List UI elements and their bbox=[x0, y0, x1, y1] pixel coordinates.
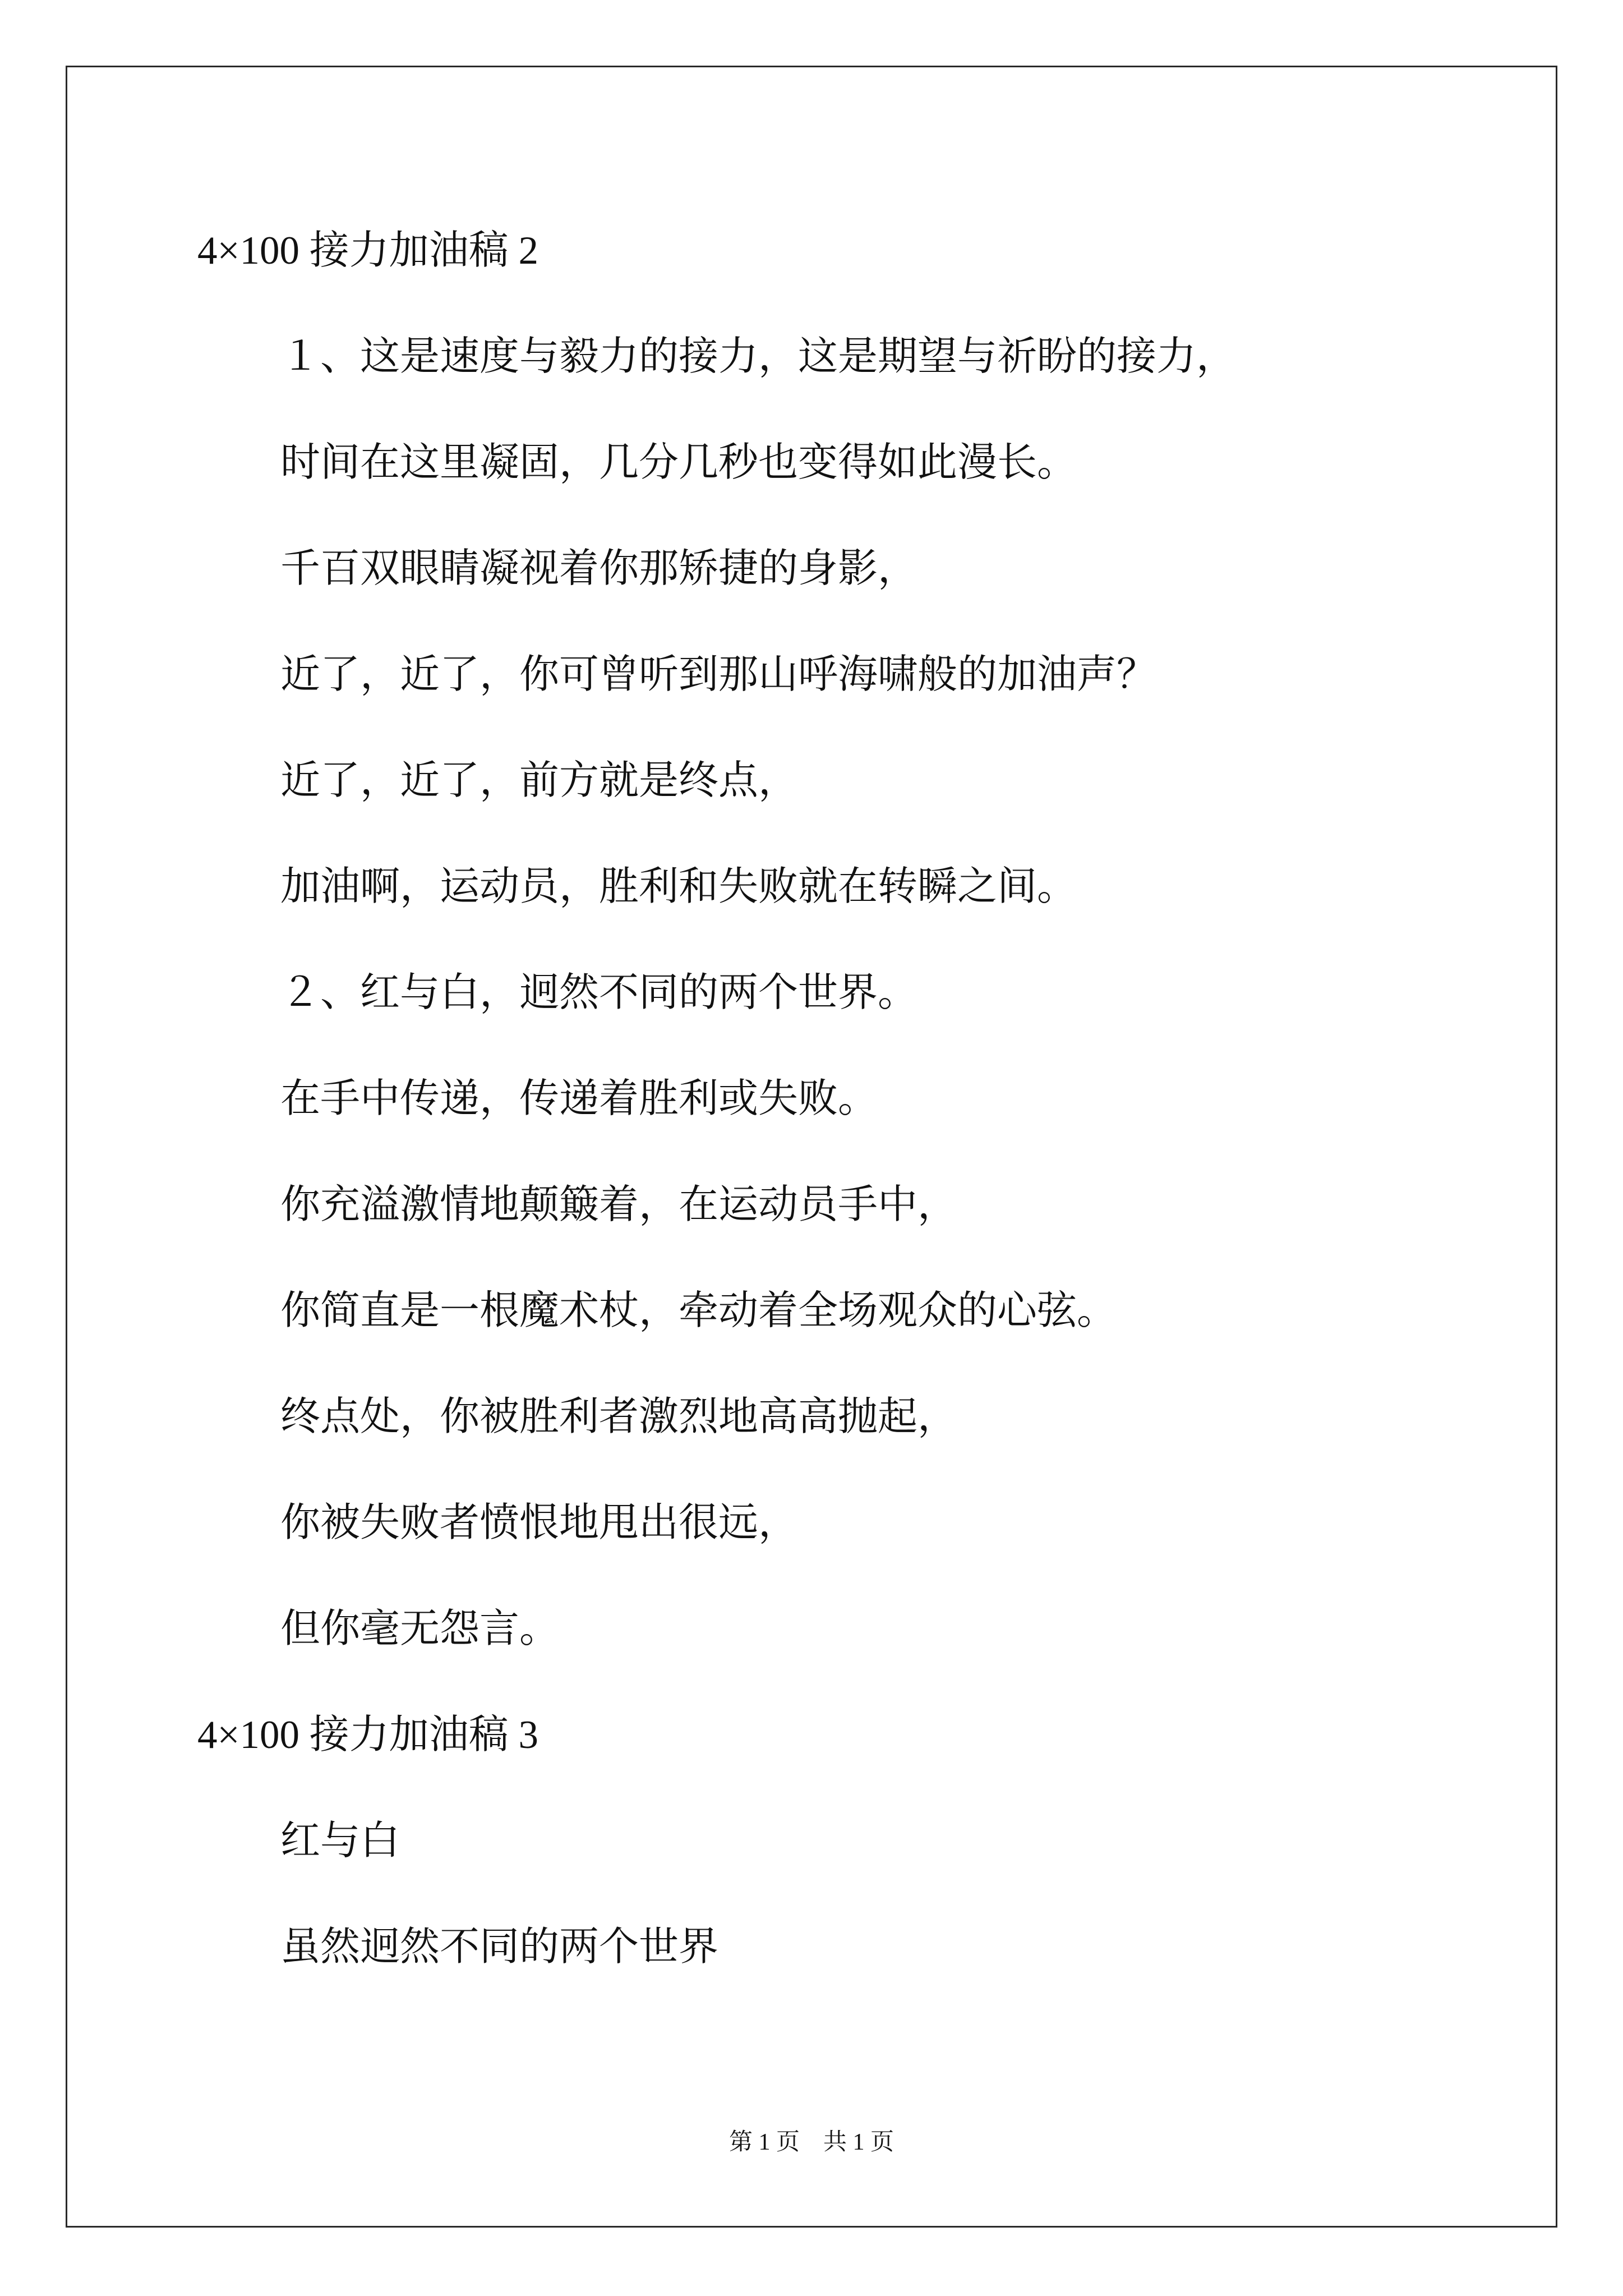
body-line: ２、红与白，迥然不同的两个世界。 bbox=[280, 971, 918, 1015]
body-line: 虽然迥然不同的两个世界 bbox=[280, 1925, 719, 1969]
body-line: 你充溢激情地颠簸着，在运动员手中， bbox=[280, 1183, 958, 1227]
section-title: 4×100 接力加油稿 2 bbox=[197, 229, 539, 273]
body-line: 红与白 bbox=[280, 1819, 400, 1863]
body-line: 时间在这里凝固，几分几秒也变得如此漫长。 bbox=[280, 441, 1077, 485]
document-body bbox=[197, 198, 1532, 2000]
body-line: １、这是速度与毅力的接力，这是期望与祈盼的接力， bbox=[280, 335, 1237, 379]
body-line: 加油啊，运动员，胜利和失败就在转瞬之间。 bbox=[280, 865, 1077, 909]
body-line: 近了，近了，前方就是终点， bbox=[280, 759, 799, 803]
page-footer: 第 1 页 共 1 页 bbox=[728, 2129, 894, 2155]
body-line: 你被失败者愤恨地甩出很远， bbox=[280, 1501, 799, 1545]
body-line: 千百双眼睛凝视着你那矫捷的身影， bbox=[280, 547, 918, 591]
section-title: 4×100 接力加油稿 3 bbox=[197, 1713, 539, 1757]
body-line: 在手中传递，传递着胜利或失败。 bbox=[280, 1077, 878, 1121]
body-line: 近了，近了，你可曾听到那山呼海啸般的加油声？ bbox=[280, 653, 1157, 697]
body-line: 但你毫无怨言。 bbox=[280, 1607, 560, 1651]
body-line: 你简直是一根魔术杖，牵动着全场观众的心弦。 bbox=[280, 1289, 1117, 1333]
body-line: 终点处，你被胜利者激烈地高高抛起， bbox=[280, 1395, 958, 1439]
